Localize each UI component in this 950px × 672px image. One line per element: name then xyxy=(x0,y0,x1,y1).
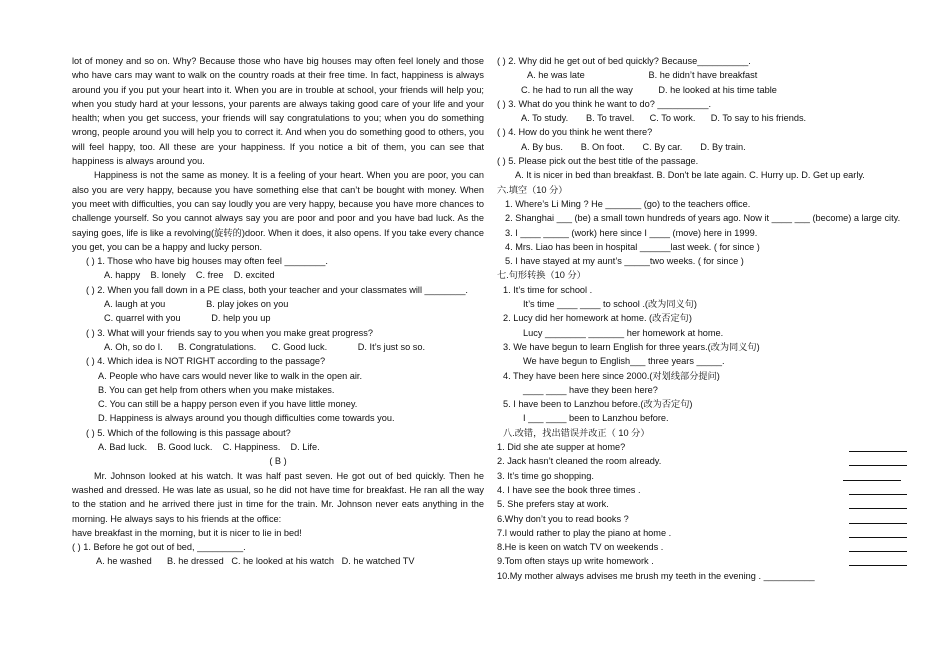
section-6-title: 六.填空（10 分） xyxy=(497,184,568,195)
passage-a-paragraph-1: lot of money and so on. Why? Because those who have big houses may often feel lonely and those who have cars may want to walk on the country roads at their free time. In fact, happiness is always around you if you put your heart into it. When you are in trouble at school, your friends will help you; when you study hard at your lessons, your parents are always taking good care of your life and your health; when you get success, your friends will say congratulations to you; when you do something wrong, people around you will help you to correct it. And when you do something good to others, you will feel happy, too. All these are your happiness. If you notice a bit of them, you can see that happiness is always around you. xyxy=(72,56,484,167)
question-options: A. he washed B. he dressed C. he looked at his watch D. he watched TV xyxy=(96,556,415,567)
correction-text: 6.Why don’t you to read books ? xyxy=(497,513,629,524)
question-options: A. he was late B. he didn’t have breakfast xyxy=(527,70,758,81)
question-options: C. You can still be a happy person even if you have little money. xyxy=(98,399,358,410)
passage-b-paragraph: Mr. Johnson looked at his watch. It was half past seven. He got out of bed quickly. Then he washed and dressed. He was late as usual, so he did not have time for breakfast. He ran all the way to the station and he arrived there just in time for the train. Mr. Johnson never eats anything in the morning. He always says to his friends at the office: xyxy=(72,470,484,524)
correction-item-7 xyxy=(497,526,907,540)
question-options: C. quarrel with you D. help you up xyxy=(104,313,271,324)
fill-item-3: 3. I ____ _____ (work) here since I ____ (move) here in 1999. xyxy=(505,227,758,238)
transform-item-4: 4. They have been here since 2000.(对划线部分提问) xyxy=(503,370,720,381)
correction-text: 9.Tom often stays up write homework . xyxy=(497,556,654,567)
question-text: ( ) 2. Why did he get out of bed quickly? Because__________. xyxy=(497,56,751,66)
left-column xyxy=(72,54,484,569)
question-block-b3 xyxy=(497,97,907,126)
question-options: A. By bus. B. On foot. C. By car. D. By train. xyxy=(521,141,746,152)
question-text: ( ) 3. What do you think he want to do? __________. xyxy=(497,98,712,109)
correction-item-10: 10.My mother always advises me brush my teeth in the evening . __________ xyxy=(497,570,815,581)
question-text: ( ) 4. Which idea is NOT RIGHT according to the passage? xyxy=(86,356,326,367)
transform-answer-1: It’s time ____ ____ to school .(改为同义句) xyxy=(523,299,697,310)
question-block-a4 xyxy=(72,354,484,425)
correction-item-6 xyxy=(497,512,907,526)
correction-item-3 xyxy=(497,469,907,483)
question-options: C. he had to run all the way D. he looked at his time table xyxy=(521,84,777,95)
transform-item-3: 3. We have begun to learn English for three years.(改为同义句) xyxy=(503,341,760,352)
question-block-a3 xyxy=(72,326,484,355)
answer-blank xyxy=(849,540,907,552)
correction-text: 7.I would rather to play the piano at home . xyxy=(497,527,672,538)
passage-b-ending: have breakfast in the morning, but it is nicer to lie in bed! xyxy=(72,527,302,538)
transform-answer-4: ____ ____ have they been here? xyxy=(523,384,658,395)
question-text: ( ) 3. What will your friends say to you when you make great progress? xyxy=(86,327,373,338)
fill-item-5: 5. I have stayed at my aunt’s _____two weeks. ( for since ) xyxy=(505,256,744,267)
fill-item-1: 1. Where’s Li Ming ? He _______ (go) to the teachers office. xyxy=(505,198,751,209)
question-options: A. laugh at you B. play jokes on you xyxy=(104,299,289,310)
correction-item-9 xyxy=(497,554,907,568)
passage-a-paragraph-2: Happiness is not the same as money. It is a feeling of your heart. When you are poor, you can also you are very happy, because you have something else that can’t be bought with money. When you meet with difficulties, you can say loudly you are very happy, because you have more chances to challenge yourself. So you cannot always say you are poor and poor and you have bad luck. As the saying goes, life is like a revolving(旋转的)door. When it does, it also opens. If you take every chance you get, you can be a happy and lucky person. xyxy=(72,170,484,252)
answer-blank xyxy=(849,512,907,524)
answer-blank xyxy=(849,526,907,538)
correction-item-2 xyxy=(497,454,907,468)
answer-blank xyxy=(849,483,907,495)
answer-blank xyxy=(843,469,901,481)
question-options: A. Oh, so do I. B. Congratulations. C. Good luck. D. It’s just so so. xyxy=(104,341,426,352)
transform-item-5: 5. I have been to Lanzhou before.(改为否定句) xyxy=(503,399,693,410)
question-options: D. Happiness is always around you though difficulties come towards you. xyxy=(98,413,395,424)
question-options: B. You can get help from others when you make mistakes. xyxy=(98,384,335,395)
section-7-title: 七.句形转换（10 分） xyxy=(497,270,586,281)
question-block-a1 xyxy=(72,254,484,283)
question-block-b2 xyxy=(497,54,907,97)
transform-item-1: 1. It’s time for school . xyxy=(503,284,593,295)
fill-item-2: 2. Shanghai ___ (be) a small town hundreds of years ago. Now it ____ ___ (become) a large city. xyxy=(505,213,901,224)
question-block-a5 xyxy=(72,426,484,455)
question-options: A. People who have cars would never like to walk in the open air. xyxy=(98,370,363,381)
section-8-title: 八.改错，找出错误并改正（ 10 分） xyxy=(503,427,650,438)
question-options: A. It is nicer in bed than breakfast. B. Don't be late again. C. Hurry up. D. Get up early. xyxy=(515,170,865,181)
answer-blank xyxy=(849,440,907,452)
correction-item-8 xyxy=(497,540,907,554)
question-text: ( ) 1. Those who have big houses may often feel ________. xyxy=(86,256,328,267)
transform-item-2: 2. Lucy did her homework at home. (改否定句) xyxy=(503,313,692,324)
question-options: A. To study. B. To travel. C. To work. D. To say to his friends. xyxy=(521,113,807,124)
question-block-b5 xyxy=(497,154,907,183)
correction-item-5 xyxy=(497,497,907,511)
question-options: A. Bad luck. B. Good luck. C. Happiness. D. Life. xyxy=(98,442,320,453)
transform-answer-2: Lucy ________ _______ her homework at home. xyxy=(523,327,724,338)
correction-text: 4. I have see the book three times . xyxy=(497,484,641,495)
transform-answer-3: We have begun to English___ three years _____. xyxy=(523,356,725,367)
section-b-label: ( B ) xyxy=(269,456,287,467)
question-text: ( ) 5. Which of the following is this passage about? xyxy=(86,427,291,438)
correction-item-4 xyxy=(497,483,907,497)
correction-text: 3. It’s time go shopping. xyxy=(497,470,594,481)
correction-text: 2. Jack hasn’t cleaned the room already. xyxy=(497,456,662,467)
question-block-b4 xyxy=(497,125,907,154)
question-text: ( ) 5. Please pick out the best title of the passage. xyxy=(497,156,699,167)
question-block-a2 xyxy=(72,283,484,326)
correction-text: 1. Did she ate supper at home? xyxy=(497,442,626,453)
right-column xyxy=(497,54,907,583)
correction-text: 8.He is keen on watch TV on weekends . xyxy=(497,542,664,553)
question-block-b1 xyxy=(72,540,484,569)
answer-blank xyxy=(849,554,907,566)
correction-text: 5. She prefers stay at work. xyxy=(497,499,609,510)
transform-answer-5: I ___ ____ been to Lanzhou before. xyxy=(523,413,669,424)
fill-item-4: 4. Mrs. Liao has been in hospital ______last week. ( for since ) xyxy=(505,241,760,252)
correction-item-1 xyxy=(497,440,907,454)
question-options: A. happy B. lonely C. free D. excited xyxy=(104,270,275,281)
question-text: ( ) 2. When you fall down in a PE class, both your teacher and your classmates will ________. xyxy=(86,284,468,295)
answer-blank xyxy=(849,454,907,466)
question-text: ( ) 4. How do you think he went there? xyxy=(497,127,653,138)
answer-blank xyxy=(849,497,907,509)
question-text: ( ) 1. Before he got out of bed, _________. xyxy=(72,542,246,553)
